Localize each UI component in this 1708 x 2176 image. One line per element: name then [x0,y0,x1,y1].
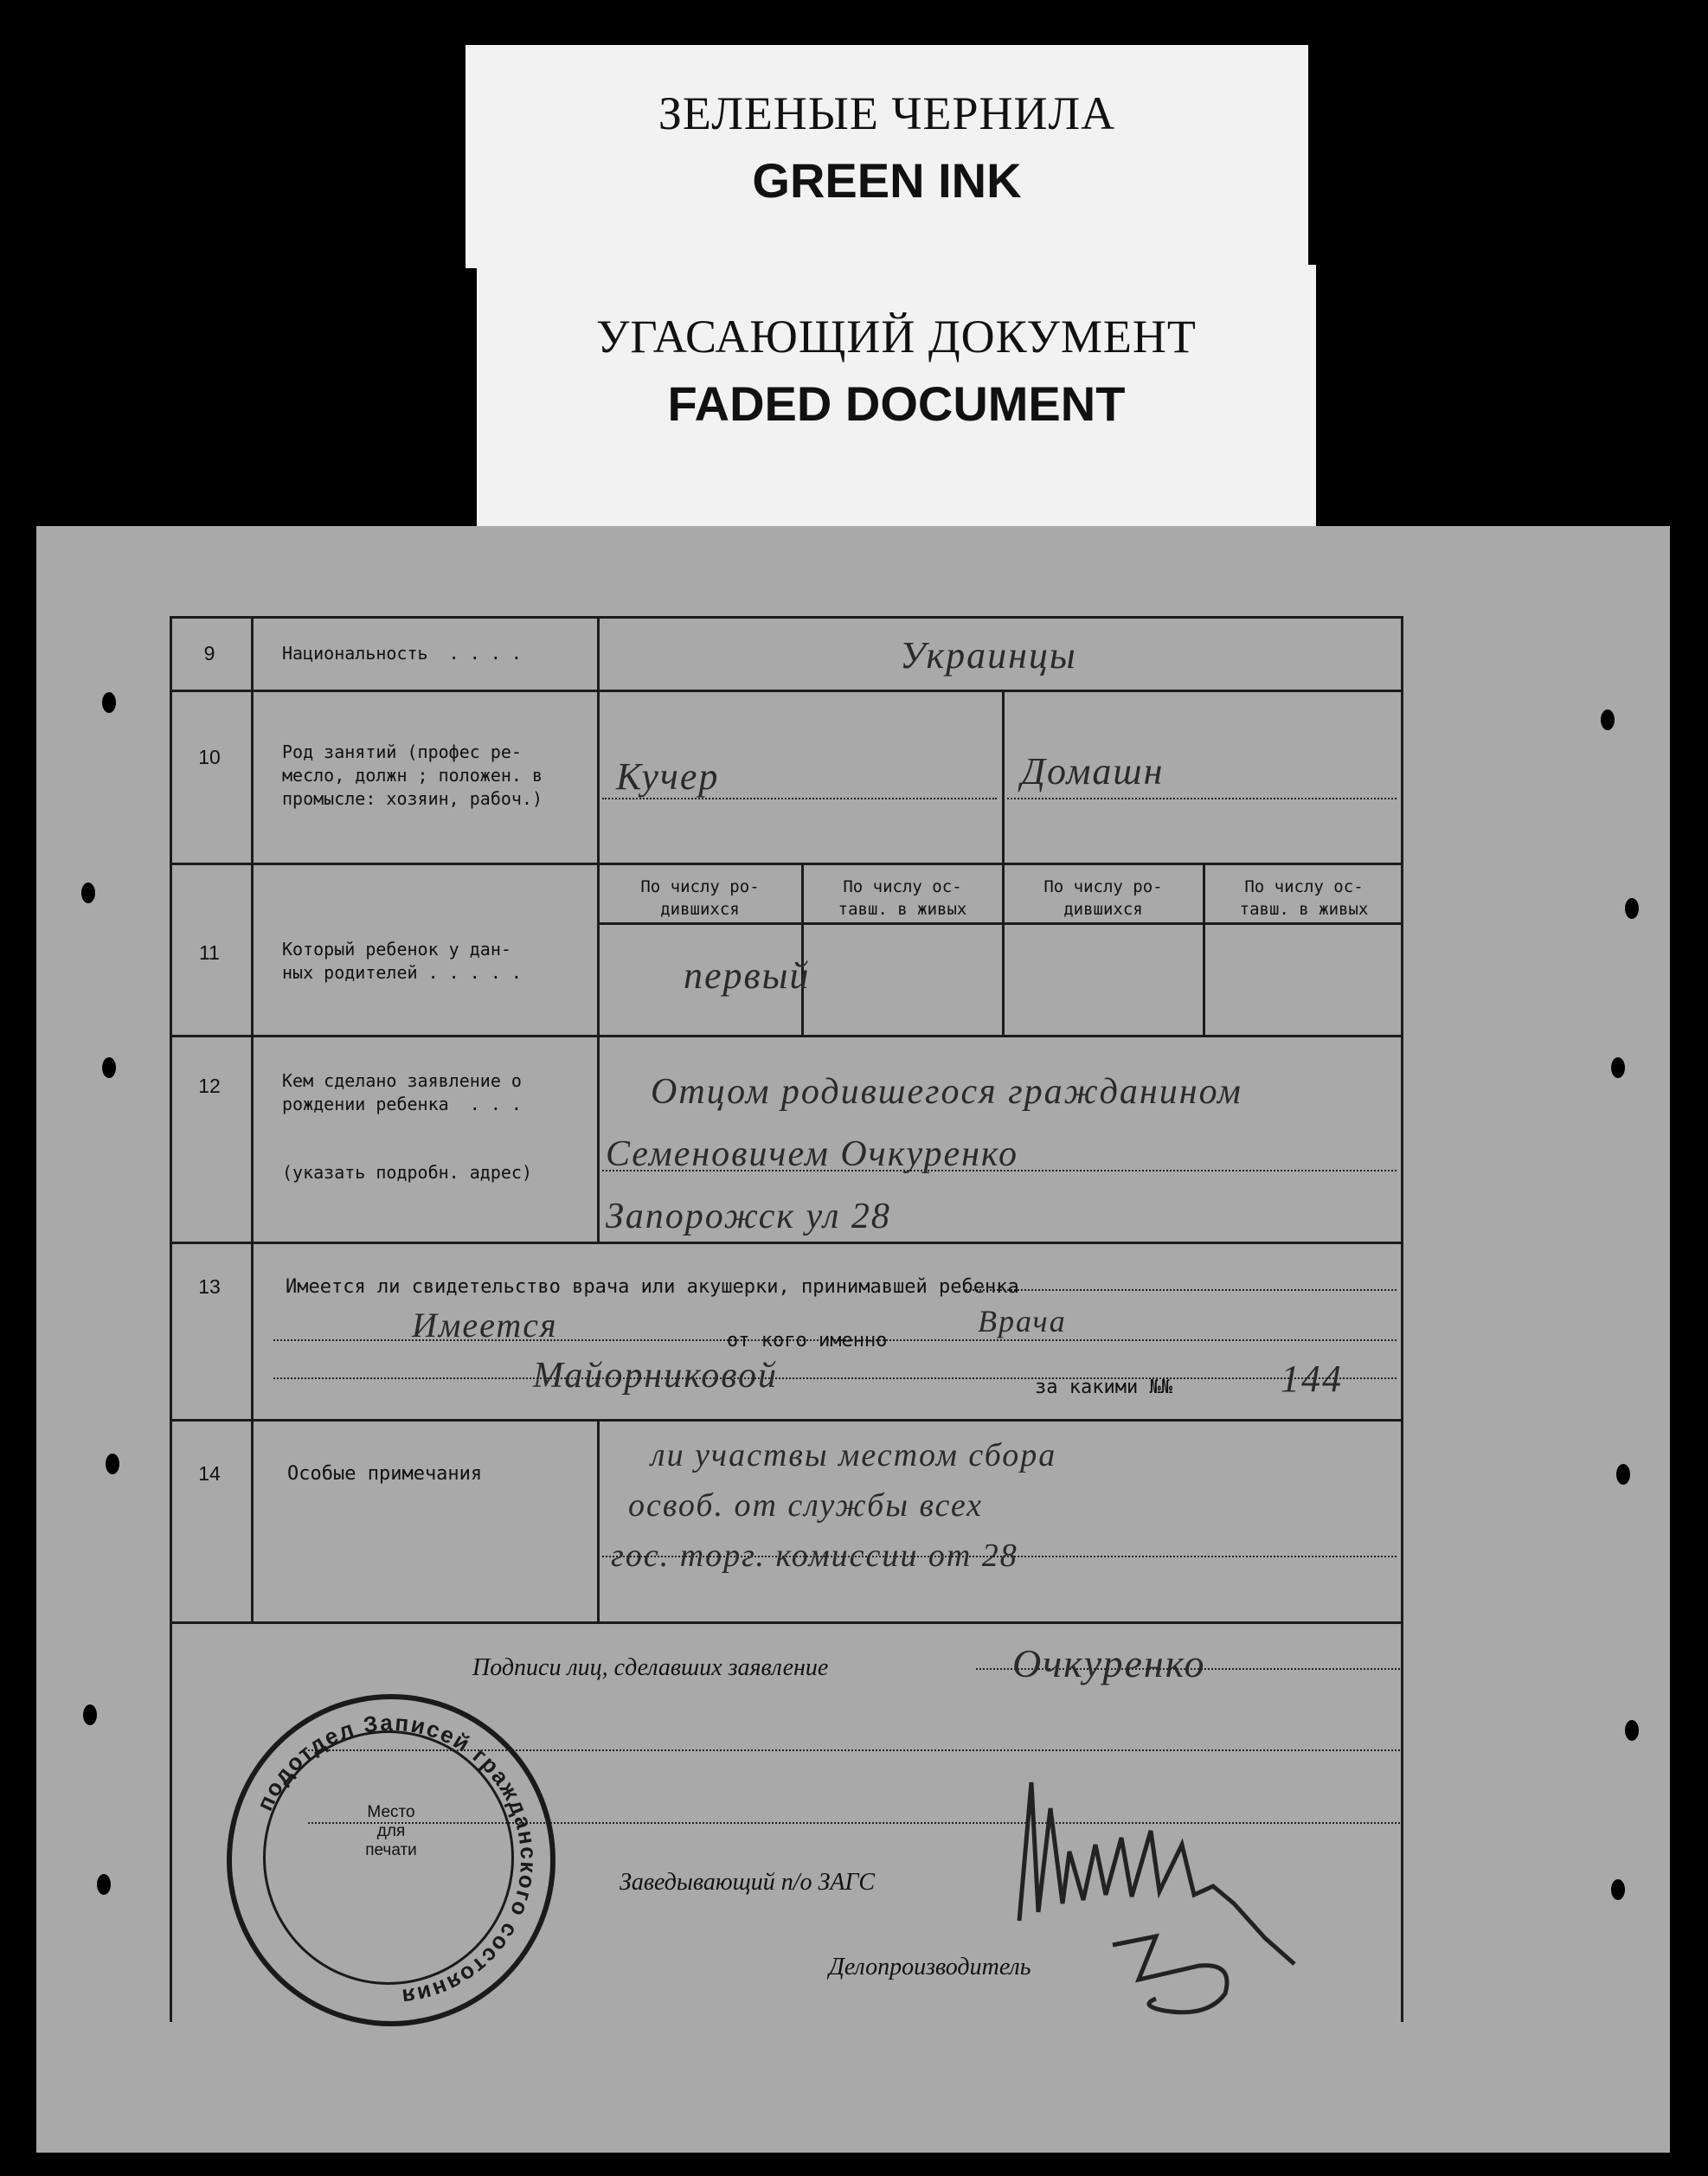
declarant-label: Кем сделано заявление о рождении ребенка . . . [282,1070,522,1114]
zags-head-label: Заведывающий п/о ЗАГС [620,1869,876,1896]
green-ink-ru: ЗЕЛЕНЫЕ ЧЕРНИЛА [658,87,1116,139]
declarant-value-line-3: Запорожск ул 28 [606,1197,891,1236]
row-number-12: 12 [198,1075,221,1097]
col-header-born-mother: По числу ро- дившихся [1043,877,1163,919]
certificate-from-value: Врача [978,1304,1067,1338]
punch-hole [1616,1464,1630,1485]
special-notes-line-1: ли участвы местом сбора [651,1437,1057,1473]
clerk-signature [1104,1928,1277,2032]
number-label: за какими №№ [1035,1377,1172,1398]
declarant-value-line-1: Отцом родившегося гражданином [651,1072,1242,1112]
punch-hole [106,1454,119,1474]
from-whom-label: от кого именно [727,1330,888,1351]
row-number-14: 14 [198,1462,221,1485]
punch-hole [1625,1720,1639,1741]
certificate-has-value: Имеется [412,1306,558,1345]
special-notes-line-2: освоб. от службы всех [628,1487,984,1524]
signature-value: Очкуренко [1012,1641,1206,1685]
faded-document-ru: УГАСАЮЩИЙ ДОКУМЕНТ [596,311,1197,363]
special-notes-label: Особые примечания [287,1463,483,1485]
row-number-11: 11 [199,941,220,964]
occupation-label: Род занятий (профес ре- месло, должн ; положен. в промысле: хозяин, рабоч.) [282,741,543,809]
punch-hole [97,1874,111,1895]
occupation-mother-value: Домашн [1021,750,1165,793]
row-number-9: 9 [203,642,215,664]
special-notes-line-3: гос. торг. комиссии от 28 [611,1537,1018,1574]
faded-document-card [477,265,1316,526]
certificate-number-value: 144 [1281,1358,1343,1400]
declarant-address-label: (указать подробн. адрес) [282,1162,532,1183]
punch-hole [1625,898,1639,919]
green-ink-en: GREEN INK [752,153,1022,208]
faded-document-en: FADED DOCUMENT [667,376,1126,431]
punch-hole [1601,709,1615,730]
child-order-value: первый [684,954,811,997]
nationality-value: Украинцы [900,634,1077,677]
certificate-from-name-value: Майорниковой [533,1356,778,1396]
nationality-label: Национальность . . . . [282,643,522,664]
official-stamp [227,1694,555,2026]
occupation-father-value: Кучер [616,755,720,798]
svg-text:подотдел Записей гражданского: подотдел Записей гражданского состояния [251,1709,543,2011]
green-ink-card [466,45,1308,268]
stamp-place-label: Место для печати [365,1803,417,1859]
stamp-ring-text [232,1699,550,2021]
punch-hole [83,1704,97,1725]
col-header-born-father: По числу ро- дившихся [640,877,760,919]
row-number-10: 10 [198,746,221,768]
punch-hole [1611,1057,1625,1078]
punch-hole [102,692,116,713]
child-order-label: Который ребенок у дан- ных родителей . . . . . [282,939,522,983]
certificate-question: Имеется ли свидетельство врача или акушерки, принимавшей ребенка [286,1276,1019,1298]
col-header-alive-mother: По числу ос- тавш. в живых [1239,877,1369,919]
declarant-value-line-2: Семеновичем Очкуренко [606,1134,1018,1174]
row-number-13: 13 [198,1275,221,1298]
signatures-label: Подписи лиц, сделавших заявление [472,1654,829,1681]
col-header-alive-father: По числу ос- тавш. в живых [838,877,967,919]
clerk-label: Делопроизводитель [829,1954,1031,1980]
punch-hole [81,883,95,903]
punch-hole [102,1057,116,1078]
punch-hole [1611,1879,1625,1900]
